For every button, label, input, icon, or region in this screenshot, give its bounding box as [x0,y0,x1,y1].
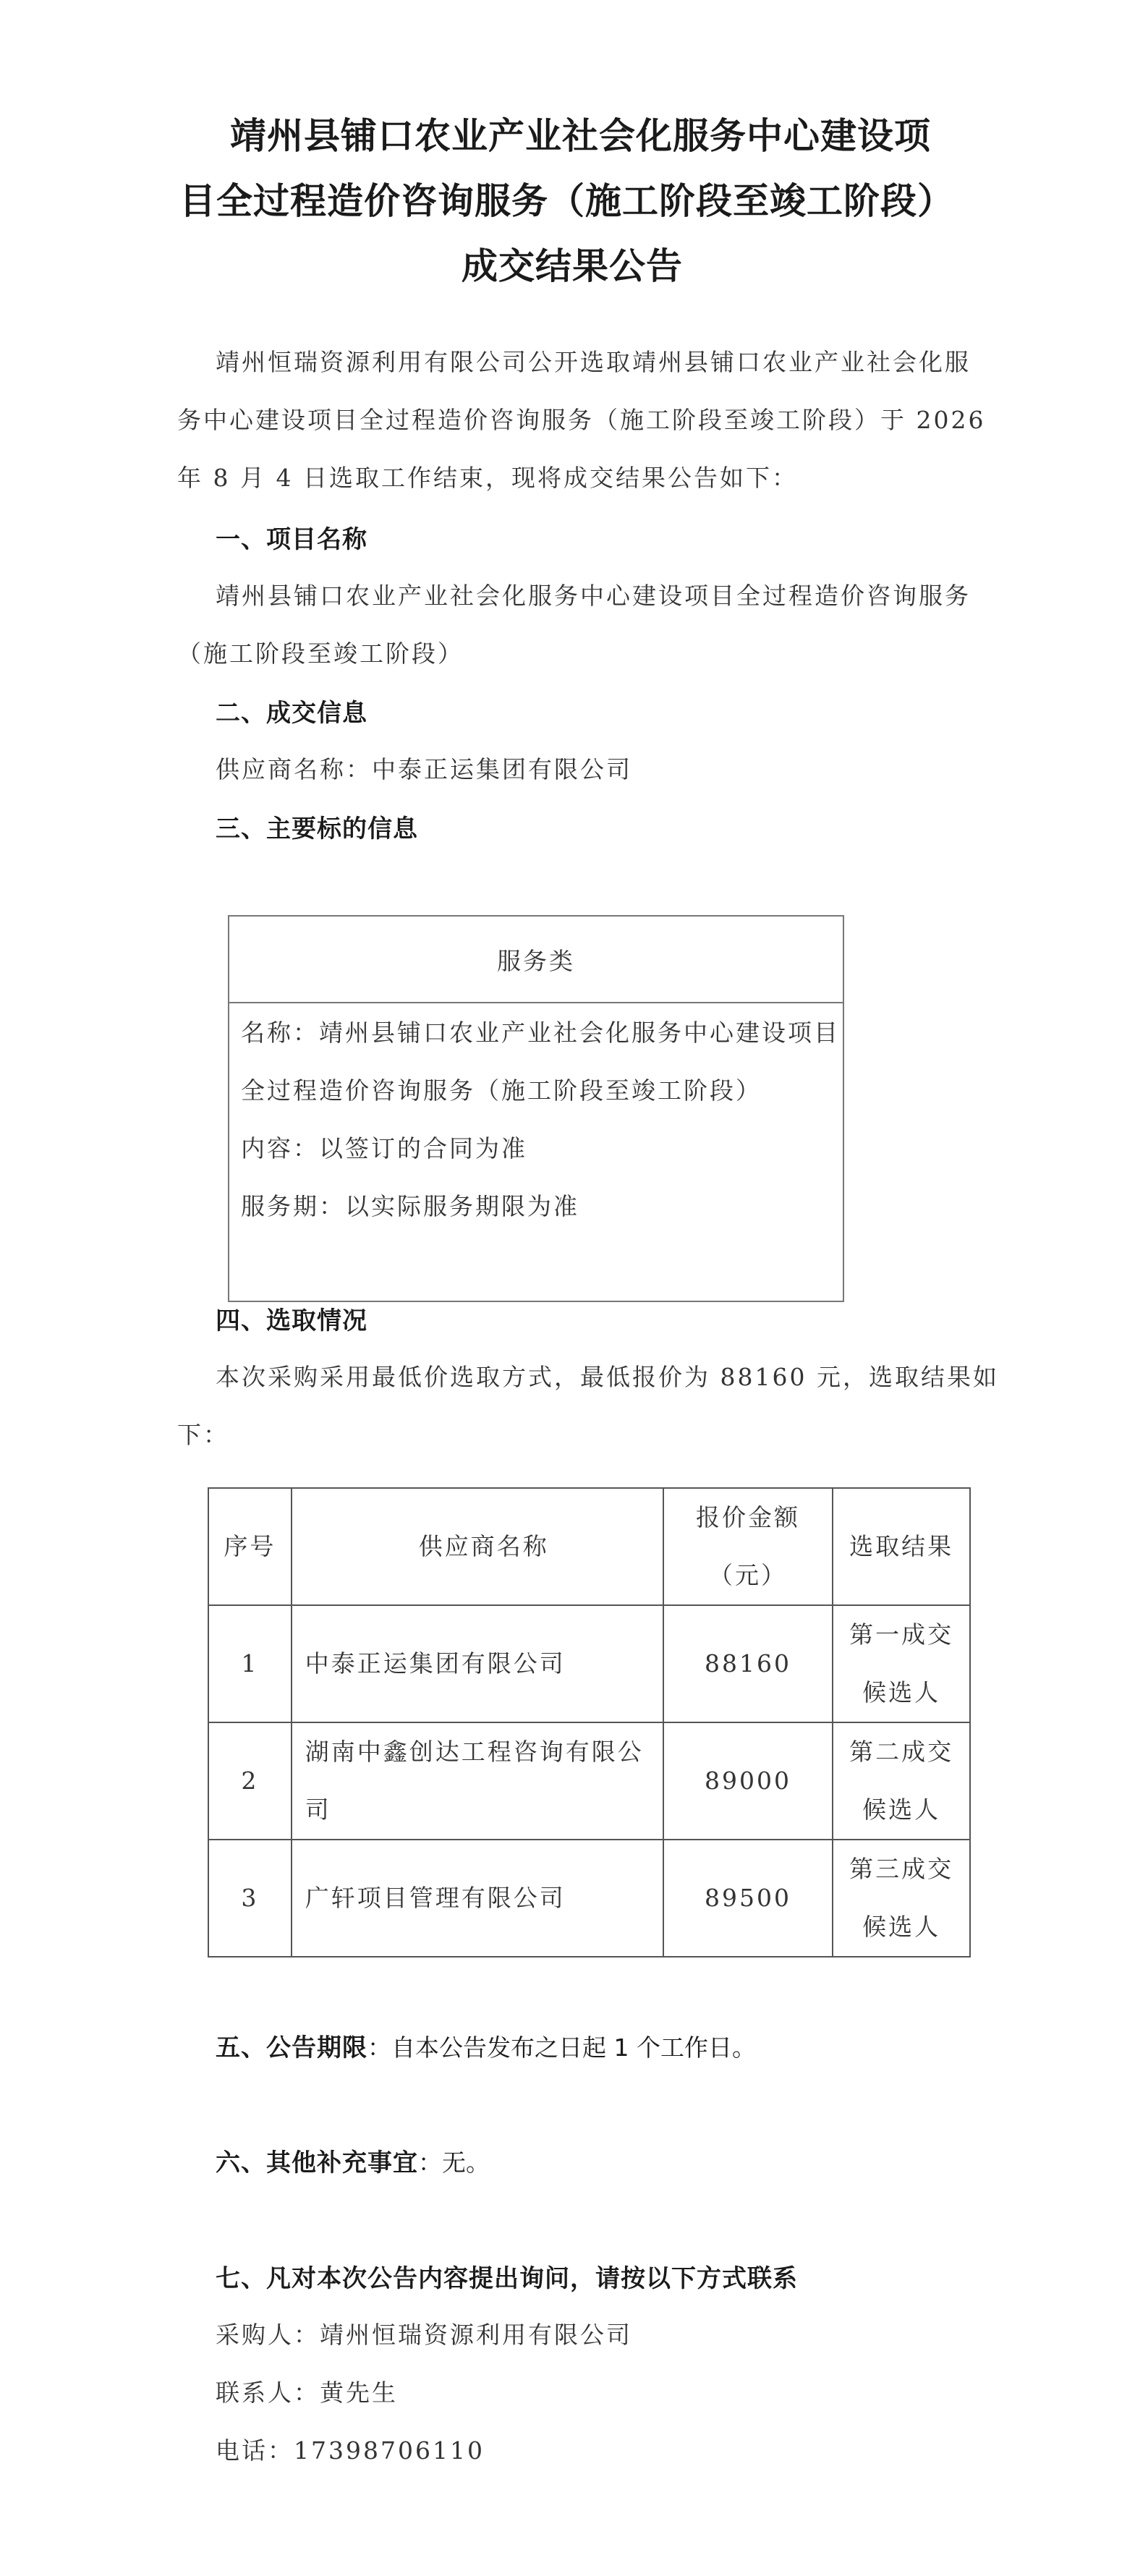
title-line-2: 目全过程造价咨询服务（施工阶段至竣工阶段） [179,180,954,222]
box-title: 服务类 [497,946,575,975]
buyer: 采购人：靖州恒瑞资源利用有限公司 [216,2321,632,2349]
title-line-3: 成交结果公告 [462,245,683,287]
contact-person: 联系人：黄先生 [216,2379,398,2407]
table-row [208,1722,970,1840]
intro-line-1: 靖州恒瑞资源利用有限公司公开选取靖州县铺口农业产业社会化服 [216,348,971,376]
row-result-line-1: 第三成交 [849,1855,954,1883]
header-price-line-2: （元） [708,1561,787,1589]
project-name-line-1: 靖州县铺口农业产业社会化服务中心建设项目全过程造价咨询服务 [216,582,971,610]
table-row [208,1605,970,1722]
subject-period: 服务期：以实际服务期限为准 [241,1192,579,1220]
phone: 电话：17398706110 [216,2436,485,2465]
row-price: 89000 [663,1722,833,1840]
row-seq: 2 [208,1722,292,1840]
table-header-row [208,1488,970,1605]
row-result-line-2: 候选人 [862,1913,941,1941]
row-result [833,1605,970,1722]
header-seq: 序号 [208,1488,292,1605]
section-4-heading: 四、选取情况 [216,1306,367,1335]
row-price: 88160 [663,1605,833,1722]
section-3-heading: 三、主要标的信息 [216,815,418,843]
row-result-line-1: 第二成交 [849,1738,954,1766]
title-line-1: 靖州县铺口农业产业社会化服务中心建设项 [230,115,931,157]
winning-supplier: 供应商名称：中泰正运集团有限公司 [216,755,632,783]
selection-desc-line-1: 本次采购采用最低价选取方式，最低报价为 88160 元，选取结果如 [216,1363,999,1391]
row-result-line-2: 候选人 [862,1795,941,1824]
subject-name-line-1: 名称：靖州县铺口农业产业社会化服务中心建设项目 [241,1019,840,1047]
row-supplier: 广轩项目管理有限公司 [292,1840,663,1957]
subject-name-line-2: 全过程造价咨询服务（施工阶段至竣工阶段） [241,1076,762,1105]
header-supplier: 供应商名称 [292,1488,663,1605]
row-supplier: 中泰正运集团有限公司 [292,1605,663,1722]
section-5-text: ：自本公告发布之日起 1 个工作日。 [367,2033,756,2062]
results-table [208,1487,971,1957]
row-result [833,1722,970,1840]
section-5-heading: 五、公告期限 [216,2033,367,2062]
box-header [229,917,843,1003]
intro-line-2: 务中心建设项目全过程造价咨询服务（施工阶段至竣工阶段）于 2026 [177,406,986,434]
row-supplier [292,1722,663,1840]
header-result: 选取结果 [833,1488,970,1605]
section-7-heading: 七、凡对本次公告内容提出询问，请按以下方式联系 [216,2264,798,2293]
row-supplier-line-1: 湖南中鑫创达工程咨询有限公 [305,1738,644,1766]
section-6 [216,2143,490,2178]
section-5 [216,2028,756,2063]
selection-desc-line-2: 下： [177,1421,229,1449]
section-1-heading: 一、项目名称 [216,525,367,554]
header-price [663,1488,833,1605]
header-price-line-1: 报价金额 [695,1503,800,1531]
section-6-heading: 六、其他补充事宜 [216,2148,418,2177]
table-row [208,1840,970,1957]
section-2-heading: 二、成交信息 [216,699,367,728]
section-6-text: ：无。 [418,2148,490,2177]
subject-info-box [228,915,844,1302]
project-name-line-2: （施工阶段至竣工阶段） [177,639,464,668]
intro-line-3: 年 8 月 4 日选取工作结束，现将成交结果公告如下： [177,464,798,492]
row-result-line-2: 候选人 [862,1678,941,1706]
row-supplier-line-2: 司 [305,1795,331,1824]
row-price: 89500 [663,1840,833,1957]
row-seq: 3 [208,1840,292,1957]
subject-content: 内容：以签订的合同为准 [241,1134,527,1162]
row-result-line-1: 第一成交 [849,1620,954,1649]
row-seq: 1 [208,1605,292,1722]
row-result [833,1840,970,1957]
